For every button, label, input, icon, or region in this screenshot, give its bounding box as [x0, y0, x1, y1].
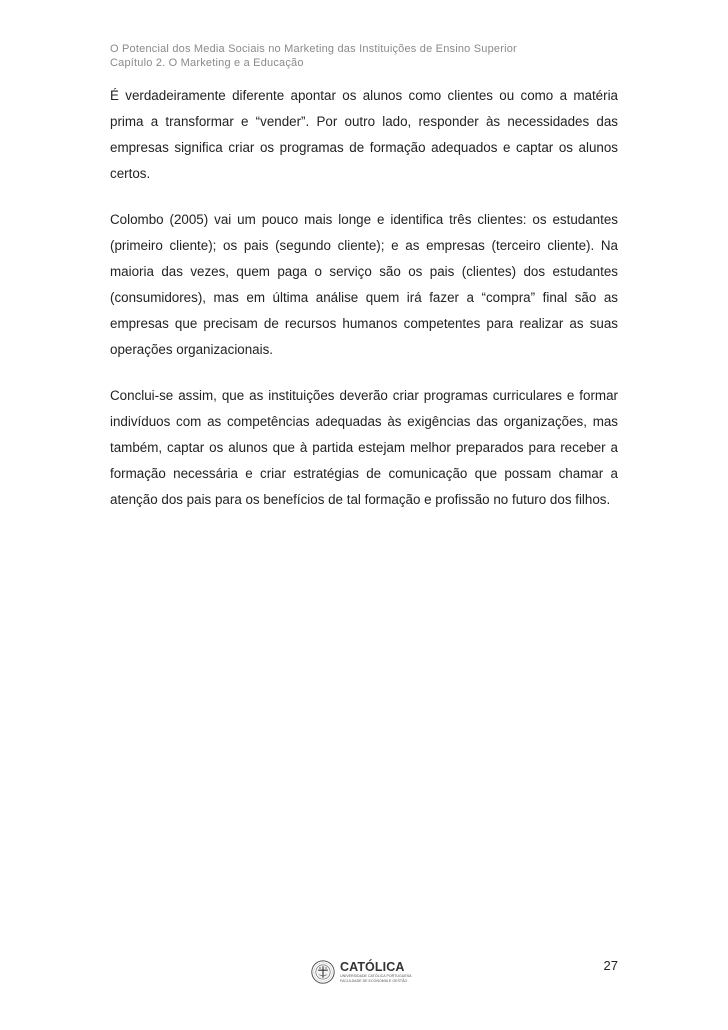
university-seal-icon — [311, 960, 335, 984]
body-text — [110, 83, 618, 533]
logo-text — [340, 961, 412, 983]
logo-name: CATÓLICA — [340, 960, 405, 975]
paragraph: É verdadeiramente diferente apontar os alunos como clientes ou como a matéria prima a transformar e “vender”. Por outro lado, responder às necessidades das empresas significa criar os programas de formação adequados e captar os alunos certos. — [110, 88, 618, 181]
catolica-logo — [311, 958, 411, 986]
logo-subtitle: FACULDADE DE ECONOMIA E GESTÃO — [340, 978, 408, 983]
running-header — [110, 42, 630, 70]
logo-subtitle: UNIVERSIDADE CATÓLICA PORTUGUESA — [340, 974, 412, 979]
paragraph: Conclui-se assim, que as instituições deverão criar programas curriculares e formar indivíduos com as competências adequadas às exigências das organizações, mas também, captar os alunos que à partida estejam melhor preparados para receber a formação necessária e criar estratégias de comunicação que possam chamar a atenção dos pais para os benefícios de tal formação e profissão no futuro dos filhos. — [110, 388, 618, 507]
header-title: O Potencial dos Media Sociais no Marketing das Instituições de Ensino Superior — [110, 43, 517, 55]
header-chapter: Capítulo 2. O Marketing e a Educação — [110, 57, 304, 69]
paragraph: Colombo (2005) vai um pouco mais longe e identifica três clientes: os estudantes (primeiro cliente); os pais (segundo cliente); e as empresas (terceiro cliente). Na maioria das vezes, quem paga o serviço são os pais (clientes) dos estudantes (consumidores), mas em última análise quem irá fazer a “compra” final são as empresas que precisam de recursos humanos competentes para realizar as suas operações organizacionais. — [110, 212, 618, 357]
page-number: 27 — [603, 958, 618, 973]
